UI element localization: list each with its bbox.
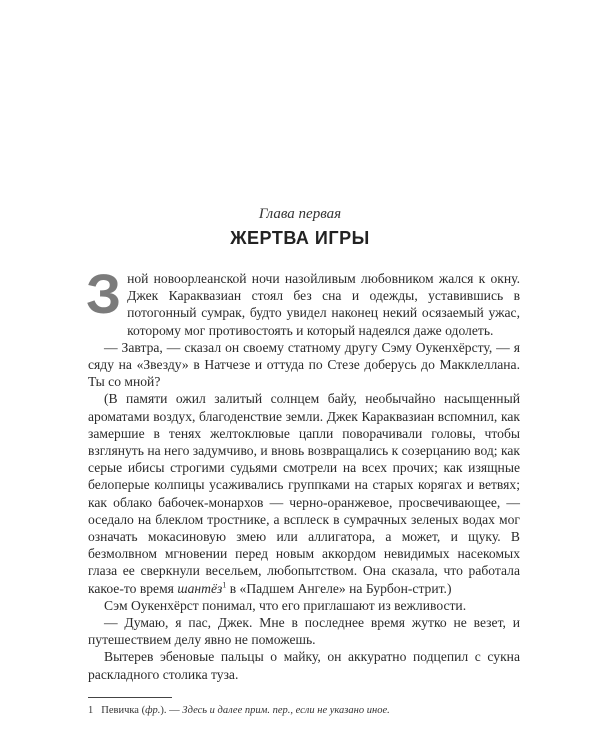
footnote-number: 1 [88, 705, 94, 716]
footnote-italic: Здесь и далее прим. пер., если не указано иное. [182, 705, 390, 716]
paragraph-1: Зной новоорлеанской ночи назойливым любовником жался к окну. Джек Караквазиан стоял без сна и одежды, уставившись в потогонный сумрак, будто увидел наконец некий осязаемый ужас, которому мог противостоять и который надеялся даже одолеть. [86, 262, 520, 338]
footnote: 1 Певичка (фр.). — Здесь и далее прим. пер., если не указано иное. [88, 705, 390, 716]
chapter-title: ЖЕРТВА ИГРЫ [230, 228, 370, 248]
footnote-ref: 1 [222, 580, 227, 590]
paragraph-6: Вытерев эбеновые пальцы о майку, он аккуратно подцепил с сукна раскладного столика туза. [88, 649, 520, 682]
paragraph-3: (В памяти ожил залитый солнцем байу, необычайно насыщенный ароматами воздух, благоденствие земли. Джек Караквазиан вспомнил, как замершие в тенях желтоклювые цапли поворачивали головы, чтобы взглянуть на него задумчиво, и вновь возвращались к созерцанию вод; как серые ибисы строгими судьями смотрели на всех прочих; как изящные белоперые колпицы усаживались группками на старых корягах и ветвях; как облако бабочек-монархов — черно-оранжевое, просвечивающее, — оседало на блеклом тростнике, а всплеск в сумрачных зеленых водах мог означать мокасиновую змею или аллигатора, а может, и щуку. В безмолвном мгновении перед новым аккордом невидимых насекомых глаза ее сверкнули весельем, любопытством. Она сказала, что работала какое-то время шантёз$^1$ в «Падшем Ангеле» на Бурбон-стрит.) [88, 391, 520, 596]
paragraph-2: — Завтра, — сказал он своему статному другу Сэму Оукенхёрсту, — я сяду на «Звезду» в Натчезе и оттуда по Стезе доберусь до Макклеллана. Ты со мной? [88, 339, 520, 390]
paragraph-4: Сэм Оукенхёрст понимал, что его приглашают из вежливости. [104, 597, 467, 613]
footnote-divider [88, 697, 172, 698]
drop-cap: З [86, 262, 122, 325]
italic-word: шантёз [177, 580, 223, 596]
paragraph-5: — Думаю, я пас, Джек. Мне в последнее время жутко не везет, и путешествием делу явно не поможешь. [88, 615, 520, 648]
body-text [86, 262, 520, 683]
chapter-label: Глава первая [258, 206, 342, 222]
